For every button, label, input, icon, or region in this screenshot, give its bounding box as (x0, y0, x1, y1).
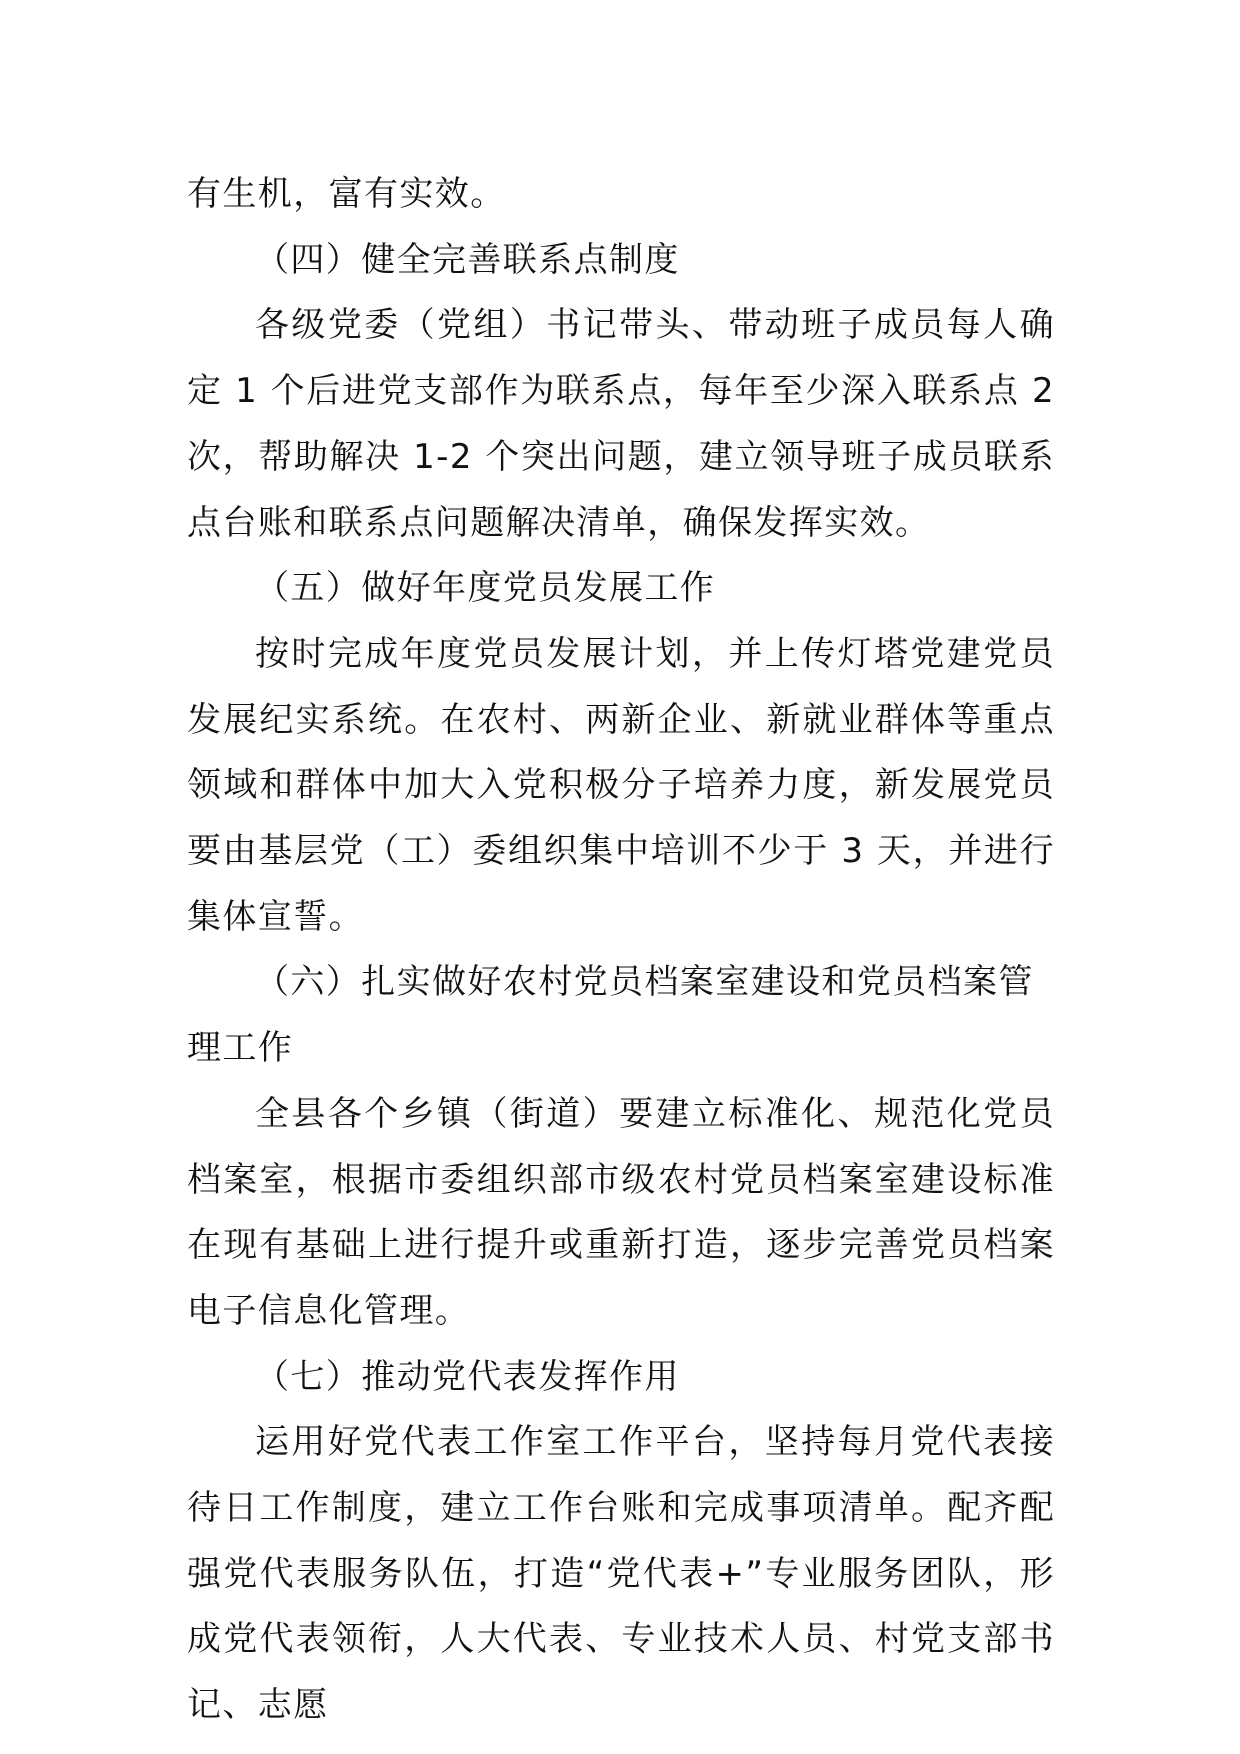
section-heading-7: （七）推动党代表发挥作用 (255, 1356, 680, 1397)
section-heading-6: （六）扎实做好农村党员档案室建设和党员档案管理工作 (187, 962, 1034, 1069)
paragraph-archive-management: 全县各个乡镇（街道）要建立标准化、规范化党员档案室，根据市委组织部市级农村党员档案室建设标准在现有基础上进行提升或重新打造，逐步完善党员档案电子信息化管理。 (187, 1093, 1055, 1331)
paragraph-member-development: 按时完成年度党员发展计划，并上传灯塔党建党员发展纪实系统。在农村、两新企业、新就业群体等重点领域和群体中加大入党积极分子培养力度，新发展党员要由基层党（工）委组织集中培训不少于 3 天，并进行集体宣誓。 (187, 633, 1055, 937)
paragraph-party-representatives: 运用好党代表工作室工作平台，坚持每月党代表接待日工作制度，建立工作台账和完成事项清单。配齐配强党代表服务队伍，打造“党代表+”专业服务团队，形成党代表领衔，人大代表、专业技术人员、村党支部书记、志愿 (187, 1422, 1055, 1726)
paragraph-continuation: 有生机，富有实效。 (187, 174, 506, 214)
paragraph-liaison-system: 各级党委（党组）书记带头、带动班子成员每人确定 1 个后进党支部作为联系点，每年至少深入联系点 2 次，帮助解决 1-2 个突出问题，建立领导班子成员联系点台账和联系点问题解决清单，确保发挥实效。 (187, 305, 1055, 543)
section-heading-4: （四）健全完善联系点制度 (255, 239, 680, 280)
document-body (187, 162, 1055, 1739)
section-heading-5: （五）做好年度党员发展工作 (255, 568, 716, 609)
